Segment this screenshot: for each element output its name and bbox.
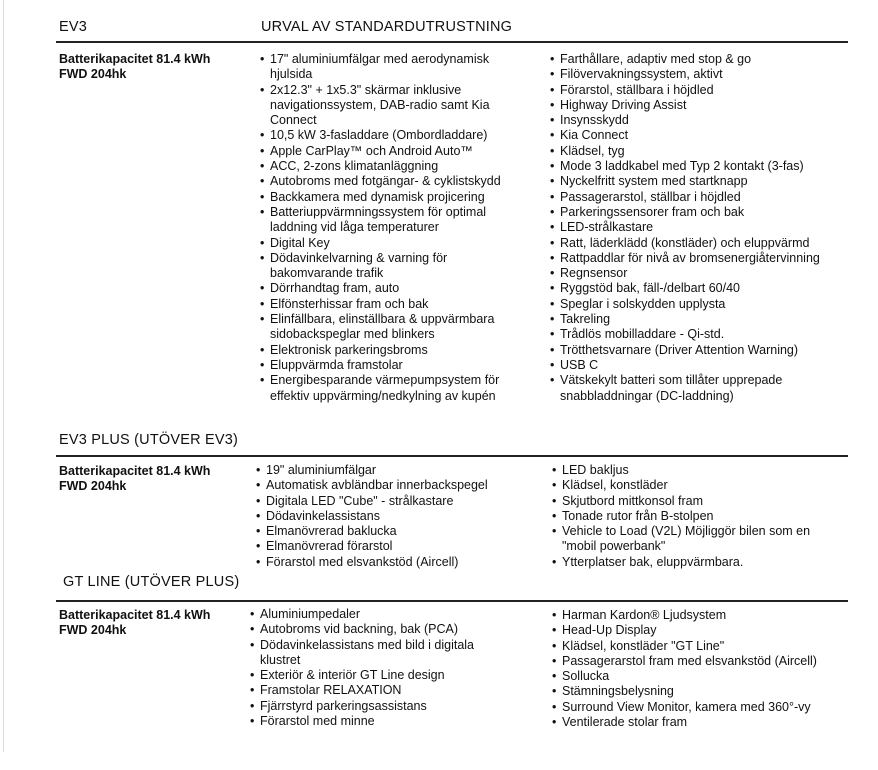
feature-item: • Trötthetsvarnare (Driver Attention Warning) [549, 343, 849, 358]
feature-item: • Förarstol, ställbara i höjdled [549, 83, 849, 98]
feature-item: • Klädsel, tyg [549, 144, 849, 159]
page-title: URVAL AV STANDARDUTRUSTNING [261, 19, 513, 35]
feature-item: • Förarstol med minne [249, 714, 511, 729]
battery-capacity: Batterikapacitet 81.4 kWh [59, 464, 211, 478]
ev3-features-col1 [259, 52, 527, 404]
ev3-spec [59, 52, 210, 82]
feature-item: • Kia Connect [549, 128, 849, 143]
feature-item: • Aluminiumpedaler [249, 607, 511, 622]
feature-item: • Backkamera med dynamisk projicering [259, 190, 527, 205]
feature-item: • Harman Kardon® Ljudsystem [551, 608, 841, 623]
feature-item: • Ratt, läderklädd (konstläder) och eluppvärmd [549, 236, 849, 251]
drivetrain: FWD 204hk [59, 479, 127, 493]
feature-item: • 10,5 kW 3-fasladdare (Ombordladdare) [259, 128, 527, 143]
gt-line-spec [59, 608, 210, 638]
ev3-plus-heading: EV3 PLUS (UTÖVER EV3) [59, 432, 239, 448]
feature-item: • USB C [549, 358, 849, 373]
feature-item: • Elektronisk parkeringsbroms [259, 343, 527, 358]
feature-item: • Filövervakningssystem, aktivt [549, 67, 849, 82]
feature-item: • Insynsskydd [549, 113, 849, 128]
feature-item: • Head-Up Display [551, 623, 841, 638]
feature-item: • Farthållare, adaptiv med stop & go [549, 52, 849, 67]
feature-item: • Vehicle to Load (V2L) Möjliggör bilen som en "mobil powerbank" [551, 524, 841, 555]
feature-item: • Speglar i solskydden upplysta [549, 297, 849, 312]
gt-line-divider [56, 600, 848, 602]
header-divider [56, 41, 848, 43]
battery-capacity: Batterikapacitet 81.4 kWh [59, 52, 211, 66]
feature-item: • Dödavinkelassistans [255, 509, 523, 524]
feature-item: • Digital Key [259, 236, 527, 251]
feature-item: • 17" aluminiumfälgar med aerodynamisk hjulsida [259, 52, 527, 83]
feature-item: • Ryggstöd bak, fäll-/delbart 60/40 [549, 281, 849, 296]
feature-item: • Apple CarPlay™ och Android Auto™ [259, 144, 527, 159]
ev3-plus-divider [56, 455, 848, 457]
ev3-plus-spec [59, 464, 210, 494]
feature-item: • Passagerarstol, ställbar i höjdled [549, 190, 849, 205]
feature-item: • Förarstol med elsvankstöd (Aircell) [255, 555, 523, 570]
feature-item: • Parkeringssensorer fram och bak [549, 205, 849, 220]
feature-item: • LED bakljus [551, 463, 841, 478]
feature-item: • Takreling [549, 312, 849, 327]
feature-item: • Mode 3 laddkabel med Typ 2 kontakt (3-fas) [549, 159, 849, 174]
feature-item: • Passagerarstol fram med elsvankstöd (Aircell) [551, 654, 841, 669]
feature-item: • Elmanövrerad förarstol [255, 539, 523, 554]
feature-item: • ACC, 2-zons klimatanläggning [259, 159, 527, 174]
gt-line-heading: GT LINE (UTÖVER PLUS) [63, 574, 240, 590]
feature-item: • Surround View Monitor, kamera med 360°-vy [551, 700, 841, 715]
feature-item: • Energibesparande värmepumpsystem för effektiv uppvärming/nedkylning av kupén [259, 373, 527, 404]
feature-item: • Ventilerade stolar fram [551, 715, 841, 730]
feature-item: • Exteriör & interiör GT Line design [249, 668, 511, 683]
feature-item: • Ytterplatser bak, eluppvärmbara. [551, 555, 841, 570]
feature-item: • Trådlös mobilladdare - Qi-std. [549, 327, 849, 342]
page-edge-line [3, 0, 4, 752]
feature-item: • Vätskekylt batteri som tillåter upprepade snabbladdningar (DC-laddning) [549, 373, 849, 404]
feature-item: • Fjärrstyrd parkeringsassistans [249, 699, 511, 714]
battery-capacity: Batterikapacitet 81.4 kWh [59, 608, 211, 622]
feature-item: • LED-strålkastare [549, 220, 849, 235]
feature-item: • Nyckelfritt system med startknapp [549, 174, 849, 189]
ev3-plus-features-col1 [255, 463, 523, 570]
feature-item: • Framstolar RELAXATION [249, 683, 511, 698]
feature-item: • Rattpaddlar för nivå av bromsenergiåtervinning [549, 251, 849, 266]
feature-item: • Sollucka [551, 669, 841, 684]
feature-item: • Dödavinkelvarning & varning för bakomvarande trafik [259, 251, 527, 282]
feature-item: • Tonade rutor från B-stolpen [551, 509, 841, 524]
gt-line-features-col2 [551, 608, 841, 730]
feature-item: • Highway Driving Assist [549, 98, 849, 113]
feature-item: • Regnsensor [549, 266, 849, 281]
feature-item: • Autobroms vid backning, bak (PCA) [249, 622, 511, 637]
feature-item: • Klädsel, konstläder [551, 478, 841, 493]
feature-item: • Eluppvärmda framstolar [259, 358, 527, 373]
drivetrain: FWD 204hk [59, 623, 127, 637]
feature-item: • Stämningsbelysning [551, 684, 841, 699]
ev3-plus-features-col2 [551, 463, 841, 570]
feature-item: • Elmanövrerad baklucka [255, 524, 523, 539]
feature-item: • 19" aluminiumfälgar [255, 463, 523, 478]
gt-line-features-col1 [249, 607, 511, 729]
feature-item: • Autobroms med fotgängar- & cyklistskydd [259, 174, 527, 189]
model-label: EV3 [59, 19, 88, 35]
feature-item: • Elfönsterhissar fram och bak [259, 297, 527, 312]
feature-item: • 2x12.3" + 1x5.3" skärmar inklusive navigationssystem, DAB-radio samt Kia Connect [259, 83, 527, 129]
feature-item: • Elinfällbara, elinställbara & uppvärmbara sidobackspeglar med blinkers [259, 312, 527, 343]
feature-item: • Dörrhandtag fram, auto [259, 281, 527, 296]
feature-item: • Klädsel, konstläder "GT Line" [551, 639, 841, 654]
ev3-features-col2 [549, 52, 849, 404]
feature-item: • Skjutbord mittkonsol fram [551, 494, 841, 509]
drivetrain: FWD 204hk [59, 67, 127, 81]
feature-item: • Batteriuppvärmningssystem för optimal laddning vid låga temperaturer [259, 205, 527, 236]
feature-item: • Automatisk avbländbar innerbackspegel [255, 478, 523, 493]
feature-item: • Dödavinkelassistans med bild i digitala klustret [249, 638, 511, 669]
feature-item: • Digitala LED "Cube" - strålkastare [255, 494, 523, 509]
